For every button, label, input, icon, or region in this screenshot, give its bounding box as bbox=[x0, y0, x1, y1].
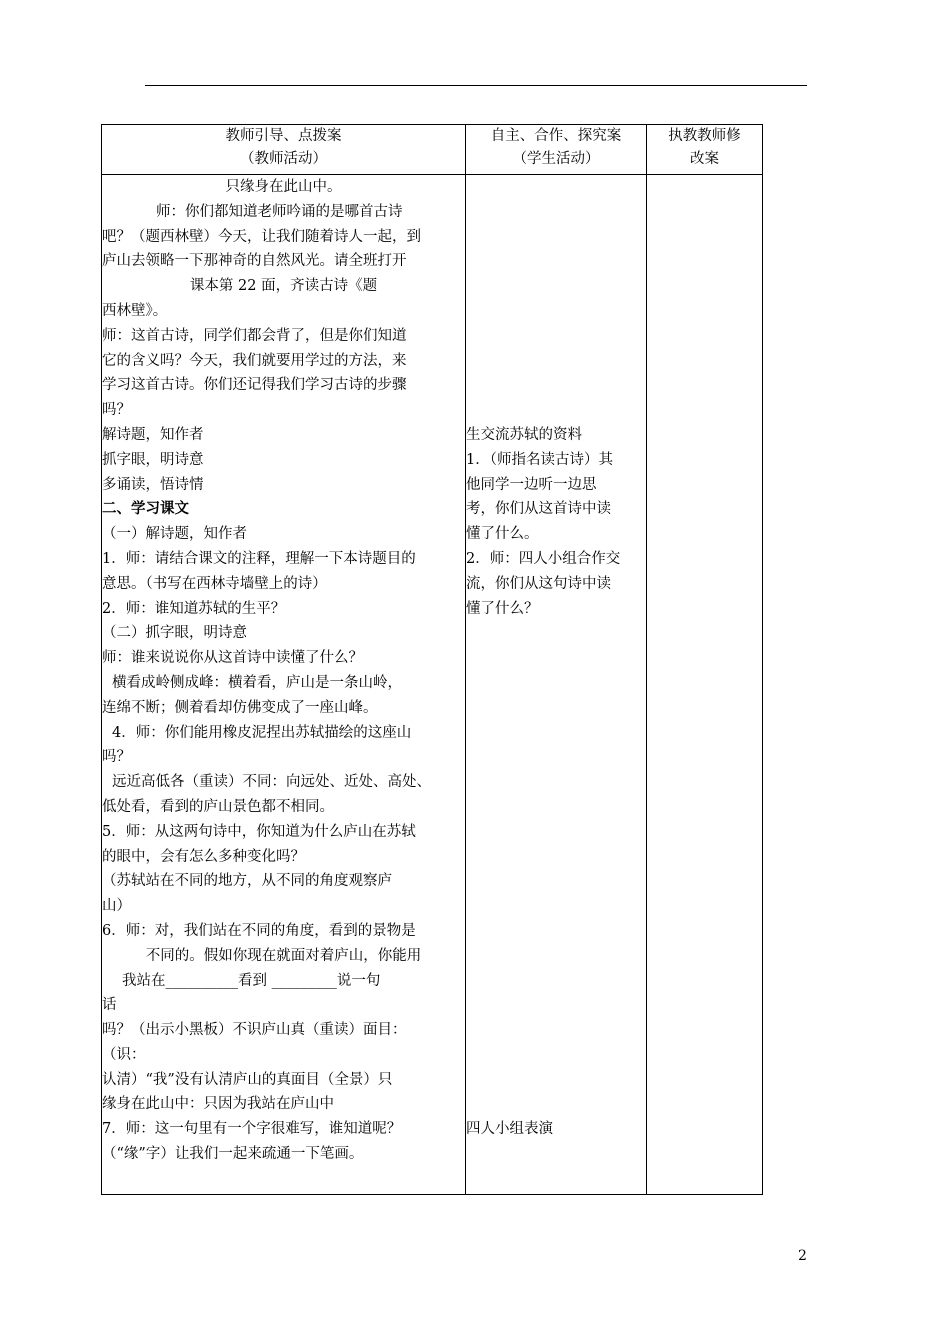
teacher-line: 我站在__________看到 _________说一句 bbox=[122, 972, 381, 989]
teacher-line: 它的含义吗？今天，我们就要用学过的方法，来 bbox=[102, 352, 407, 369]
teacher-line: 缘身在此山中：只因为我站在庐山中 bbox=[102, 1096, 334, 1113]
teacher-line: 庐山去领略一下那神奇的自然风光。请全班打开 bbox=[102, 253, 407, 270]
teacher-line: 低处看，看到的庐山景色都不相同。 bbox=[102, 798, 334, 815]
teacher-line: 吗？（出示小黑板）不识庐山真（重读）面目： bbox=[102, 1022, 407, 1039]
student-line: 考，你们从这首诗中读 bbox=[466, 501, 611, 518]
header-student-activity: 自主、合作、探究案 （学生活动） bbox=[466, 125, 647, 175]
page-number: 2 bbox=[798, 1248, 807, 1264]
teacher-line: 7．师：这一句里有一个字很难写，谁知道呢？ bbox=[102, 1121, 402, 1138]
teacher-line: 连绵不断；侧着看却仿佛变成了一座山峰。 bbox=[102, 699, 378, 716]
teacher-line: （识： bbox=[102, 1046, 146, 1063]
teacher-line: 的眼中，会有怎么多种变化吗？ bbox=[102, 848, 305, 865]
teacher-line: 课本第 22 面，齐读古诗《题 bbox=[189, 278, 378, 295]
teacher-line: 4．师：你们能用橡皮泥捏出苏轼描绘的这座山 bbox=[112, 724, 412, 741]
student-line: 四人小组表演 bbox=[466, 1121, 553, 1138]
teacher-line: 西林壁》。 bbox=[102, 302, 168, 319]
teacher-line: 吧？（题西林壁）今天，让我们随着诗人一起，到 bbox=[102, 228, 421, 245]
teacher-activity-cell bbox=[102, 175, 466, 1195]
header-teacher-activity: 教师引导、点拨案 （教师活动） bbox=[102, 125, 466, 175]
revision-cell bbox=[647, 175, 763, 1195]
teacher-line: 5．师：从这两句诗中，你知道为什么庐山在苏轼 bbox=[102, 823, 416, 840]
teacher-line: 远近高低各（重读）不同：向远处、近处、高处、 bbox=[112, 774, 431, 791]
teacher-line: 吗？ bbox=[102, 402, 131, 419]
teacher-line: 抓字眼，明诗意 bbox=[102, 451, 204, 468]
teacher-line: 话 bbox=[102, 997, 117, 1014]
student-spacer-top bbox=[466, 175, 646, 423]
student-line: 流，你们从这句诗中读 bbox=[466, 575, 611, 592]
student-lines-b bbox=[466, 1117, 646, 1142]
teacher-line: 师：你们都知道老师吟诵的是哪首古诗 bbox=[156, 203, 403, 220]
teacher-line: （“缘”字）让我们一起来疏通一下笔画。 bbox=[102, 1146, 364, 1163]
header-revision: 执教教师修 改案 bbox=[647, 125, 763, 175]
teacher-line: 二、学习课文 bbox=[102, 500, 189, 518]
table-body-row bbox=[102, 175, 763, 1195]
student-line: 懂了什么。 bbox=[466, 526, 539, 543]
student-line: 1．（师指名读古诗）其 bbox=[466, 451, 613, 468]
teacher-line: 意思。（书写在西林寺墙壁上的诗） bbox=[102, 575, 327, 592]
header-rule bbox=[145, 85, 807, 86]
teacher-line: 学习这首古诗。你们还记得我们学习古诗的步骤 bbox=[102, 377, 407, 394]
student-line: 2．师：四人小组合作交 bbox=[466, 550, 621, 567]
teacher-line: 多诵读，悟诗情 bbox=[102, 476, 204, 493]
teacher-lines bbox=[102, 175, 465, 1167]
lesson-plan-table bbox=[101, 124, 763, 1195]
teacher-line: 山） bbox=[102, 898, 131, 915]
student-line: 生交流苏轼的资料 bbox=[466, 427, 582, 443]
teacher-line: （一）解诗题，知作者 bbox=[102, 526, 247, 543]
student-line: 懂了什么？ bbox=[466, 600, 539, 617]
student-lines-a bbox=[466, 423, 646, 621]
student-spacer-mid bbox=[466, 621, 646, 1117]
table-header-row bbox=[102, 125, 763, 175]
student-activity-cell bbox=[466, 175, 647, 1195]
teacher-line: 横看成岭侧成峰：横着看，庐山是一条山岭， bbox=[112, 674, 402, 691]
teacher-line: （苏轼站在不同的地方，从不同的角度观察庐 bbox=[102, 873, 392, 890]
teacher-line: 解诗题，知作者 bbox=[102, 426, 204, 443]
teacher-line: 6．师：对，我们站在不同的角度，看到的景物是 bbox=[102, 922, 416, 939]
teacher-line: （二）抓字眼，明诗意 bbox=[102, 625, 247, 642]
teacher-line: 1．师：请结合课文的注释，理解一下本诗题目的 bbox=[102, 550, 416, 567]
teacher-line: 师：这首古诗，同学们都会背了，但是你们知道 bbox=[102, 327, 407, 344]
student-line: 他同学一边听一边思 bbox=[466, 476, 597, 493]
teacher-line: 2．师：谁知道苏轼的生平？ bbox=[102, 600, 286, 617]
teacher-line: 师：谁来说说你从这首诗中读懂了什么？ bbox=[102, 650, 363, 667]
teacher-line: 吗？ bbox=[102, 749, 131, 766]
teacher-line: 只缘身在此山中。 bbox=[225, 179, 342, 195]
teacher-line: 不同的。假如你现在就面对着庐山，你能用 bbox=[145, 947, 422, 964]
teacher-line: 认清）“我”没有认清庐山的真面目（全景）只 bbox=[102, 1071, 393, 1088]
